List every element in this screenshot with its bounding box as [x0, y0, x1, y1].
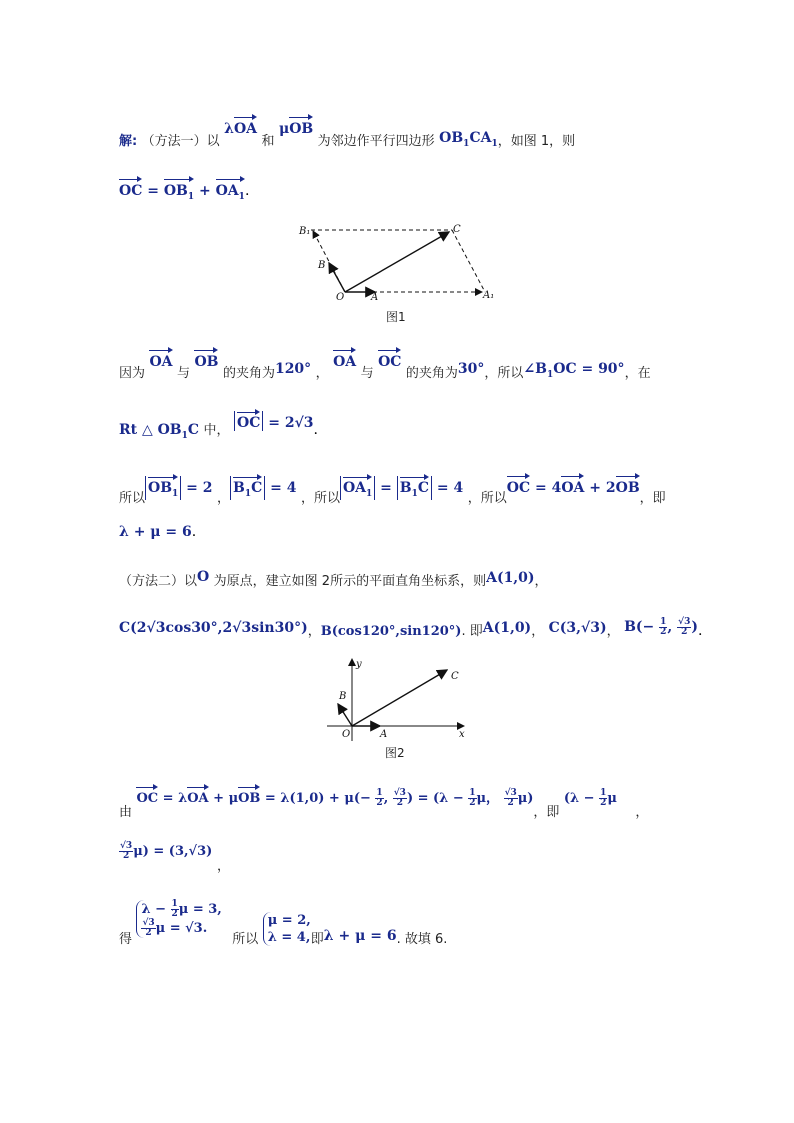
line-rt: Rt △ $OB_1C$ 中， OC = 2√3.: [119, 418, 318, 441]
line-result1: λ + μ = 6.: [119, 524, 197, 540]
ca1-edge: [452, 230, 485, 292]
label-b: B: [318, 260, 326, 271]
oc-vector: [345, 232, 449, 292]
he-text: 和: [261, 134, 275, 149]
system-1: λ − $\frac{1}{2}$ μ = 3, $\frac{√3}{2}$ μ = √3.: [136, 900, 221, 938]
line-decomp: 由 OC = λOA + μOB = λ(1,0) + μ(− $\frac{1}{2}$ , $\frac{√3}{2}$ ) = (λ − $\frac{1}{2}$ μ， $\frac{√3}{2}$ μ)，即 (λ − $\frac{1}{2}$ μ ，: [119, 788, 649, 820]
vec-lambda-oa: λOA: [224, 121, 257, 137]
ob-vector: [329, 263, 345, 292]
line-cont: $\frac{√3}{2}$ μ) = (3,√3) ，: [120, 841, 231, 874]
label-a1: A₁: [483, 290, 495, 301]
line-lengths: 所以$OB_1 = 2$ ，$B_1C = 4$ ，所以$OA_1 = B_1C = 4$ ，所以OC = 4OA + 2OB，即: [119, 485, 666, 510]
fig1-caption: 图1: [386, 310, 406, 324]
line-coords: C(2√3cos30°,2√3sin30°)，B(cos120°,sin120°). 即A(1,0)， C(3,√3)， B(− $\frac{1}{2}$ , $\frac{√3}{2}$ ).: [119, 616, 703, 639]
pg-name: $OB_1CA_1$: [439, 130, 498, 149]
fig1-ref: ，如图 1，则: [497, 134, 576, 149]
line-method2: （方法二）以O 为原点，建立如图 2所示的平面直角坐标系，则A(1,0)，: [119, 569, 548, 589]
label-c-2: C: [451, 671, 459, 682]
method1-text: （方法一）以: [141, 134, 220, 149]
label-b1: B₁: [299, 226, 311, 237]
figure-1: [295, 220, 505, 305]
pg-text: 为邻边作平行四边形: [317, 134, 435, 149]
label-y: y: [356, 659, 362, 670]
fig2-caption: 图2: [385, 746, 405, 760]
label-c: C: [453, 224, 461, 235]
label-o-2: O: [342, 729, 351, 740]
ob-vector-2: [338, 704, 352, 726]
oc-vector-2: [352, 670, 447, 726]
label-b-2: B: [339, 691, 347, 702]
label-x: x: [459, 729, 465, 740]
label-o: O: [336, 292, 345, 303]
eq-oc-sum: OC = $OB_1 + OA_1$.: [119, 178, 249, 202]
solution-label: 解:: [119, 134, 138, 149]
line-angles: 因为 OA 与 OB 的夹角为120° ， OA 与 OC 的夹角为30°，所以$\angle B_1OC = 90^\circ$，在: [119, 360, 651, 384]
label-a: A: [371, 292, 379, 303]
line-systems: 得 λ − $\frac{1}{2}$ μ = 3, $\frac{√3}{2}$ μ = √3. 所以 μ = 2, λ = 4, 即λ + μ = 6. 故填 6.: [119, 899, 448, 947]
label-a-2: A: [380, 729, 388, 740]
figure-2: [322, 655, 472, 743]
line-method1: [119, 121, 576, 152]
vec-mu-ob: μOB: [279, 121, 313, 137]
system-2: μ = 2, λ = 4,: [263, 912, 311, 946]
